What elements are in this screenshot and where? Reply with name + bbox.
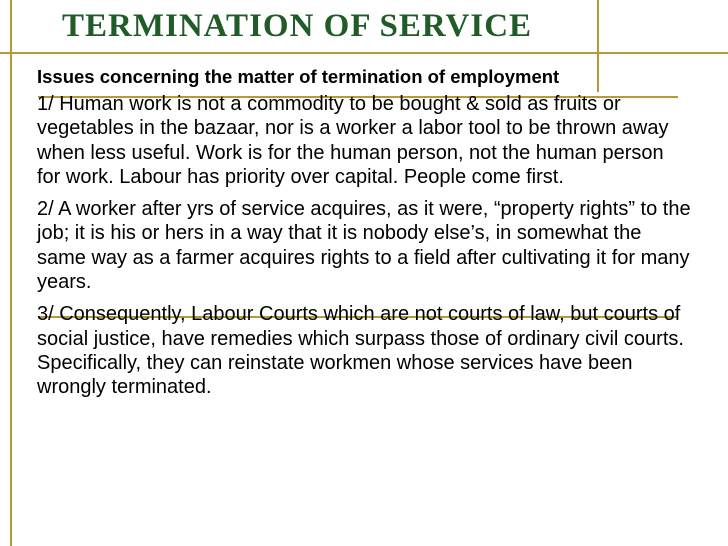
- paragraph-1: 1/ Human work is not a commodity to be bought & sold as fruits or vegetables in the bazaar, nor is a worker a labor tool to be thrown away when less useful. Work is for the human person, not the human person for work. Labour has priority over capital. People come first.: [37, 93, 669, 188]
- slide-body: [37, 66, 692, 408]
- decorative-vertical-line-left: [10, 0, 12, 546]
- paragraph-3: 3/ Consequently, Labour Courts which are not courts of law, but courts of social justice, have remedies which surpass those of ordinary civil courts. Specifically, they can reinstate workmen whose services have been wrongly terminated.: [37, 303, 684, 399]
- slide-title: TERMINATION OF SERVICE: [62, 8, 533, 44]
- slide-subheading: Issues concerning the matter of termination of employment: [37, 66, 560, 87]
- paragraph-2: 2/ A worker after yrs of service acquires, as it were, “property rights” to the job; it is his or hers in a way that it is nobody else’s, in somewhat the same way as a farmer acquires rights to a field after cultivating it for many years.: [37, 198, 691, 294]
- decorative-horizontal-line-top: [0, 52, 728, 54]
